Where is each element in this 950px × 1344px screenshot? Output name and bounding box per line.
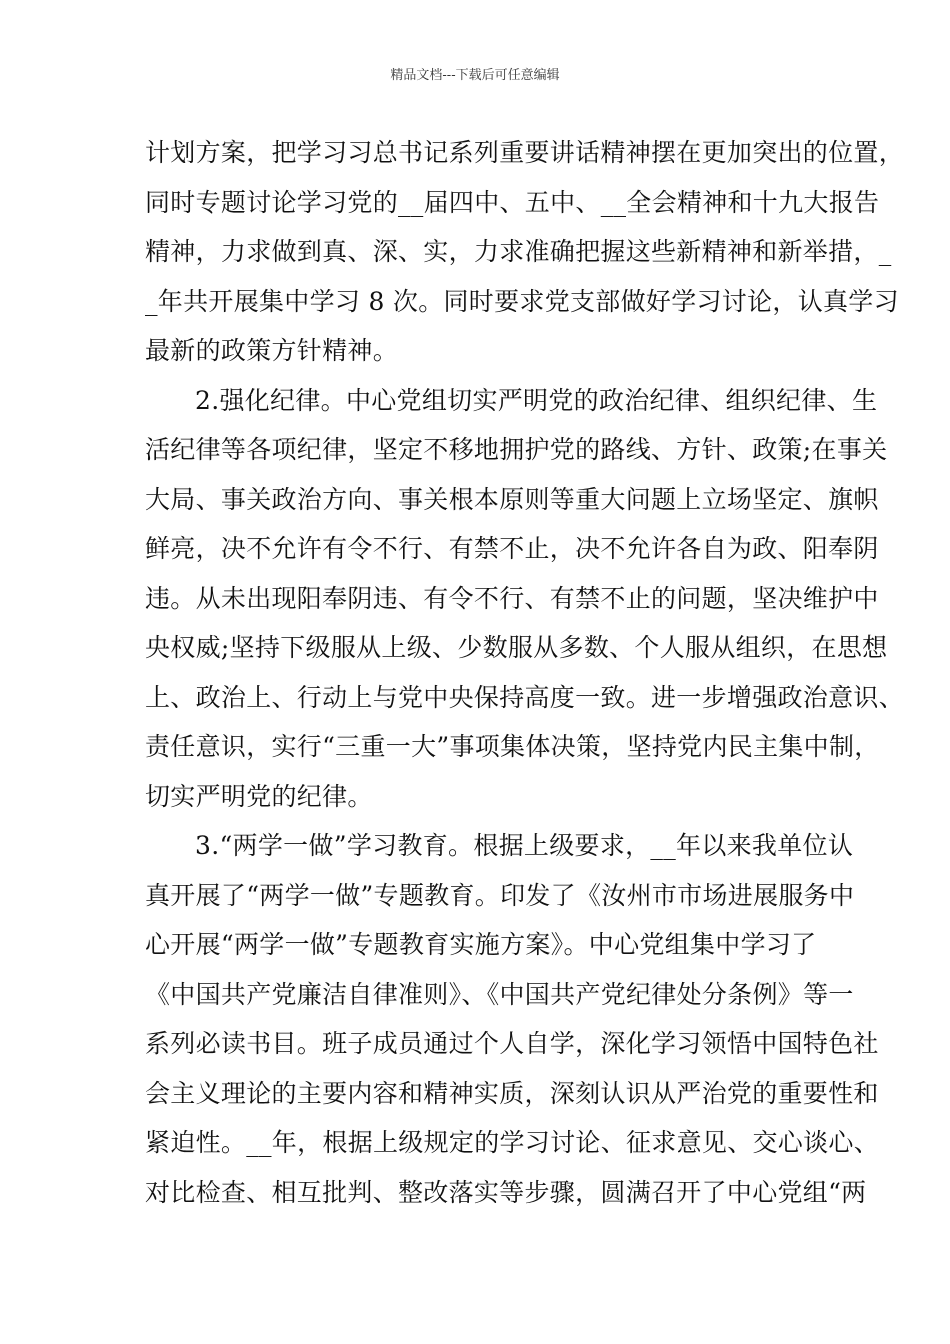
page-header: 精品文档---下载后可任意编辑 — [390, 68, 560, 83]
text-line: 上、政治上、行动上与党中央保持高度一致。进一步增强政治意识、 — [145, 682, 905, 712]
text-line: 鲜亮，决不允许有令不行、有禁不止，决不允许各自为政、阳奉阴 — [145, 534, 879, 563]
text-line: 责任意识，实行“三重一大”事项集体决策，坚持党内民主集中制， — [145, 732, 880, 761]
text-line: 计划方案，把学习习总书记系列重要讲话精神摆在更加突出的位置， — [145, 138, 905, 167]
document-body — [145, 128, 905, 1217]
paragraph-first-line: 3.“两学一做”学习教育。根据上级要求，__年以来我单位认 — [195, 831, 854, 860]
text-line: 对比检查、相互批判、整改落实等步骤，圆满召开了中心党组“两 — [145, 1177, 867, 1207]
text-line: 真开展了“两学一做”专题教育。印发了《汝州市市场进展服务中 — [145, 880, 855, 910]
text-line: 精神，力求做到真、深、实，力求准确把握这些新精神和新举措，_ — [145, 237, 892, 266]
text-line: 紧迫性。__年，根据上级规定的学习讨论、征求意见、交心谈心、 — [145, 1128, 880, 1157]
text-line: 违。从未出现阳奉阴违、有令不行、有禁不止的问题，坚决维护中 — [145, 583, 879, 613]
text-line: _年共开展集中学习 8 次。同时要求党支部做好学习讨论，认真学习 — [145, 286, 899, 316]
text-line: 心开展“两学一做”专题教育实施方案》。中心党组集中学习了 — [145, 930, 817, 959]
text-line: 同时专题讨论学习党的__届四中、五中、__全会精神和十九大报告 — [145, 187, 880, 217]
paragraph-first-line: 2.强化纪律。中心党组切实严明党的政治纪律、组织纪律、生 — [195, 385, 878, 415]
text-line: 会主义理论的主要内容和精神实质，深刻认识从严治党的重要性和 — [145, 1078, 879, 1108]
text-line: 切实严明党的纪律。 — [145, 781, 373, 811]
text-line: 最新的政策方针精神。 — [145, 336, 399, 365]
text-line: 央权威;坚持下级服从上级、少数服从多数、个人服从组织，在思想 — [145, 633, 888, 662]
text-line: 《中国共产党廉洁自律准则》、《中国共产党纪律处分条例》等一 — [145, 979, 854, 1009]
text-line: 系列必读书目。班子成员通过个人自学，深化学习领悟中国特色社 — [145, 1029, 879, 1058]
text-line: 活纪律等各项纪律，坚定不移地拥护党的路线、方针、政策;在事关 — [145, 435, 888, 464]
text-line: 大局、事关政治方向、事关根本原则等重大问题上立场坚定、旗帜 — [145, 484, 879, 514]
